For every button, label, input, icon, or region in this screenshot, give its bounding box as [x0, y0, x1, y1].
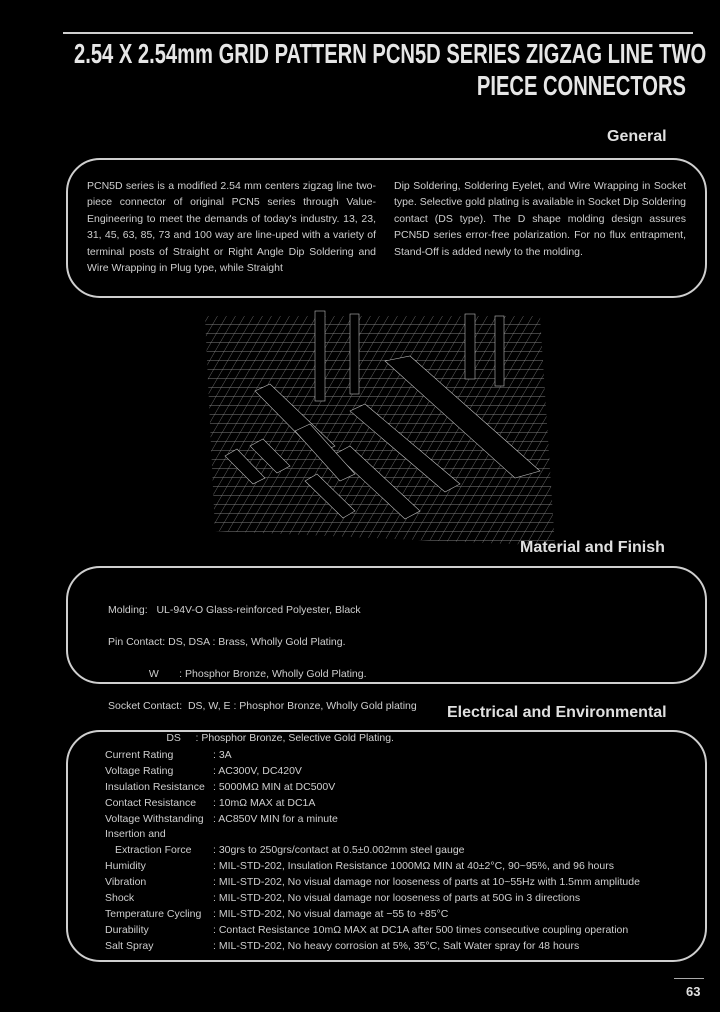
spec-key: Vibration: [105, 876, 147, 889]
spec-value: : 10mΩ MAX at DC1A: [213, 796, 316, 809]
connector-vertical-1: [315, 311, 325, 401]
spec-key: Voltage Rating: [105, 764, 174, 777]
material-line: DS : Phosphor Bronze, Selective Gold Plating.: [108, 732, 394, 744]
material-line: Socket Contact: DS, W, E : Phosphor Bronze, Wholly Gold plating: [108, 700, 417, 712]
electrical-heading: Electrical and Environmental: [447, 704, 667, 721]
title-line-1: 2.54 X 2.54mm GRID PATTERN PCN5D SERIES ZIGZAG LINE TWO: [74, 38, 707, 69]
connector-vertical-4: [495, 316, 504, 386]
title-line-2: PIECE CONNECTORS: [476, 70, 686, 101]
general-text-col2: Dip Soldering, Soldering Eyelet, and Wire Wrapping in Socket type. Selective gold plating is available in Socket Dip Soldering contact (DS type). The D shape molding design assures PCN5D series error-free polarization. For no flux entrapment, Stand-Off is added newly to the molding.: [394, 180, 686, 258]
spec-key: Current Rating: [105, 749, 174, 761]
spec-key: Temperature Cycling: [105, 907, 202, 920]
material-line: Molding: UL-94V-O Glass-reinforced Polyester, Black: [108, 604, 361, 616]
general-heading: General: [607, 128, 667, 145]
material-line: Pin Contact: DS, DSA : Brass, Wholly Gold Plating.: [108, 636, 346, 648]
spec-key: Extraction Force: [115, 844, 192, 857]
spec-value: : MIL-STD-202, No visual damage nor looseness of parts at 10~55Hz with 1.5mm amplitude: [213, 876, 640, 889]
top-rule: [63, 32, 693, 34]
spec-key: Contact Resistance: [105, 796, 197, 809]
spec-value: : MIL-STD-202, No visual damage nor looseness of parts at 50G in 3 directions: [213, 892, 581, 905]
spec-key: Voltage Withstanding: [105, 812, 204, 825]
spec-value: : MIL-STD-202, No visual damage at −55 to +85°C: [213, 907, 449, 920]
spec-key: Shock: [105, 892, 135, 905]
material-heading: Material and Finish: [520, 539, 665, 556]
spec-value: : AC850V MIN for a minute: [213, 812, 338, 825]
page-footer-rule: [674, 978, 704, 979]
general-text-col1: PCN5D series is a modified 2.54 mm centers zigzag line two-piece connector of original PCN5 series through Value-Engineering to meet the demands of today's industry. 13, 23, 31, 45, 63, 85, 73 and 100 way are line-uped with a variety of terminal posts of Straight or Right Angle Dip Soldering and Wire Wrapping in Plug type, while Straight: [87, 180, 376, 275]
spec-value: : 5000MΩ MIN at DC500V: [213, 780, 336, 793]
connector-vertical-2: [350, 314, 359, 394]
spec-value: : AC300V, DC420V: [213, 764, 302, 777]
spec-value: : MIL-STD-202, Insulation Resistance 1000MΩ MIN at 40±2°C, 90~95%, and 96 hours: [213, 860, 614, 873]
page-title: [74, 38, 707, 102]
material-line: W : Phosphor Bronze, Wholly Gold Plating.: [108, 668, 367, 680]
connectors-photo: [205, 306, 555, 546]
page-number: 63: [686, 984, 701, 999]
spec-value: : Contact Resistance 10mΩ MAX at DC1A after 500 times consecutive coupling operation: [213, 923, 629, 936]
spec-key: Insertion and: [105, 828, 166, 841]
connector-vertical-3: [465, 314, 475, 379]
spec-value: : 3A: [213, 749, 232, 761]
spec-key: Insulation Resistance: [105, 780, 205, 793]
spec-key: Salt Spray: [105, 939, 154, 952]
spec-key: Durability: [105, 923, 149, 936]
spec-key: Humidity: [105, 860, 146, 873]
spec-value: : MIL-STD-202, No heavy corrosion at 5%, 35°C, Salt Water spray for 48 hours: [213, 939, 580, 952]
spec-value: : 30grs to 250grs/contact at 0.5±0.002mm steel gauge: [213, 844, 465, 857]
